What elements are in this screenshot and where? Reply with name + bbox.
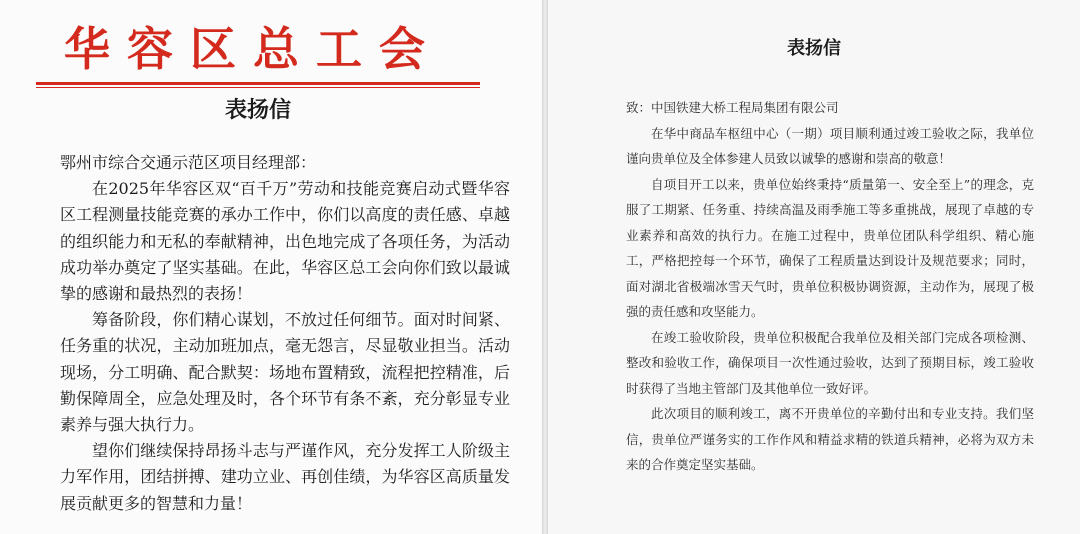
right-letter-paragraph: 自项目开工以来，贵单位始终秉持“质量第一、安全至上”的理念，克服了工期紧、任务重、持续高温及雨季施工等多重挑战，展现了卓越的专业素养和高效的执行力。在施工过程中，贵单位团队科学组织、精心施工，严格把控每一个环节，确保了工程质量达到设计及规范要求；同时，面对湖北省极端冰雪天气时，贵单位积极协调资源，主动作为，展现了极强的责任感和攻坚能力。 — [626, 176, 1034, 319]
left-letter-salutation: 鄂州市综合交通示范区项目经理部： — [60, 153, 317, 172]
right-letter-paragraph: 在华中商品车枢纽中心（一期）项目顺利通过竣工验收之际，我单位谨向贵单位及全体参建人员致以诚挚的感谢和崇高的敬意！ — [626, 125, 1034, 166]
letterhead-red-rule-thin — [36, 87, 480, 88]
left-letter-heading: 表扬信 — [224, 97, 291, 123]
right-letter-page — [548, 0, 1080, 534]
right-letter-paragraph: 此次项目的顺利竣工，离不开贵单位的辛勤付出和专业支持。我们坚信，贵单位严谨务实的工作作风和精益求精的铁道兵精神，必将为双方未来的合作奠定坚实基础。 — [626, 406, 1034, 472]
left-letter-body — [60, 150, 510, 517]
right-letter-heading: 表扬信 — [787, 38, 841, 59]
right-letter-paragraph: 在竣工验收阶段，贵单位积极配合我单位及相关部门完成各项检测、整改和验收工作，确保项目一次性通过验收，达到了预期目标，竣工验收时获得了当地主管部门及其他单位一致好评。 — [626, 329, 1034, 396]
left-letter-paragraph: 在2025年华容区双“百千万”劳动和技能竞赛启动式暨华容区工程测量技能竞赛的承办工作中，你们以高度的责任感、卓越的组织能力和无私的奉献精神，出色地完成了各项任务，为活动成功举办奠定了坚实基础。在此，华容区总工会向你们致以最诚挚的感谢和最热烈的表扬！ — [60, 179, 510, 304]
left-letter-paragraph: 望你们继续保持昂扬斗志与严谨作风，充分发挥工人阶级主力军作用，团结拼搏、建功立业、再创佳绩，为华容区高质量发展贡献更多的智慧和力量！ — [60, 441, 510, 513]
letterhead-red-rule — [36, 82, 480, 85]
right-letter-recipient: 致：中国铁建大桥工程局集团有限公司 — [626, 100, 839, 115]
right-letter-body — [626, 95, 1034, 478]
letterhead-org-name: 华容区总工会 — [64, 22, 442, 76]
left-letter-paragraph: 筹备阶段，你们精心谋划，不放过任何细节。面对时间紧、任务重的状况，主动加班加点，毫无怨言，尽显敬业担当。活动现场，分工明确、配合默契：场地布置精致，流程把控精准，后勤保障周全，应急处理及时，各个环节有条不紊，充分彰显专业素养与强大执行力。 — [60, 310, 510, 435]
